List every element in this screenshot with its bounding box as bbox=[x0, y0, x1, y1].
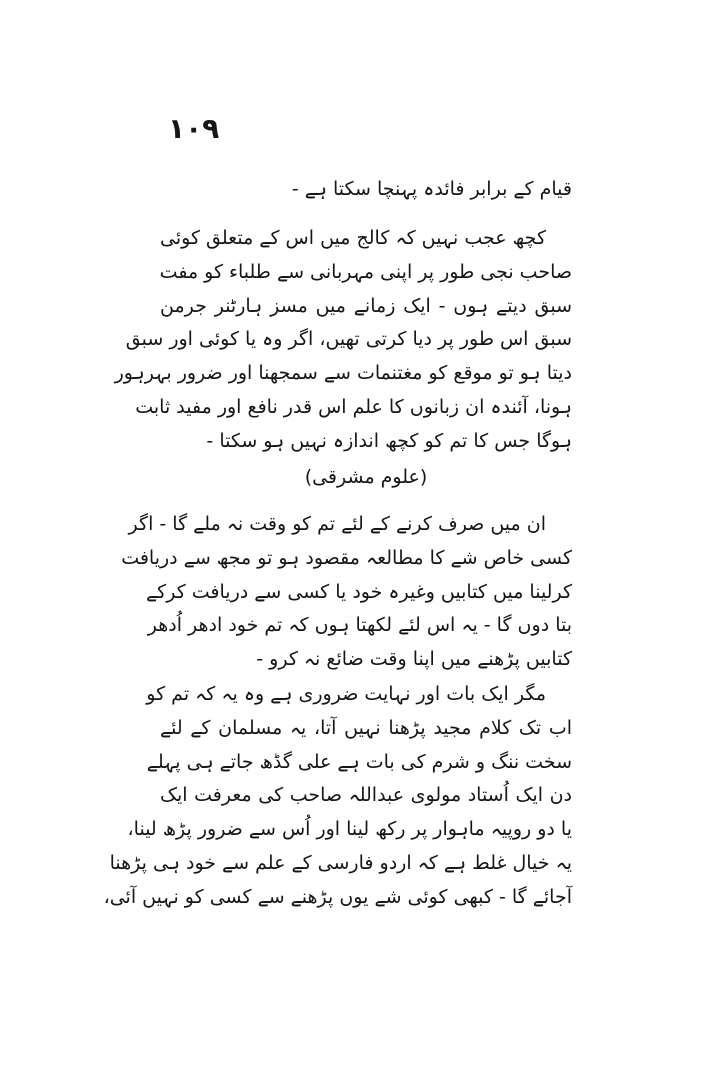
text-line: ہوگا جس کا تم کو کچھ اندازہ نہیں ہو سکتا - bbox=[206, 429, 572, 452]
paragraph bbox=[114, 222, 572, 459]
text-line: کچھ عجب نہیں کہ کالج میں اس کے متعلق کوئی bbox=[160, 227, 546, 249]
text-line: قیام کے برابر فائدہ پہنچا سکتا ہے - bbox=[291, 178, 572, 200]
text-line: ہونا، آئندہ ان زبانوں کا علم اس قدر نافع اور مفید ثابت bbox=[135, 395, 572, 418]
paragraph bbox=[103, 678, 572, 915]
text-line: دن ایک اُستاد مولوی عبداللہ صاحب کی معرفت ایک bbox=[160, 784, 572, 807]
text-line: بتا دوں گا - یہ اس لئے لکھتا ہوں کہ تم خود ادھر اُدھر bbox=[147, 614, 572, 637]
text-line: آجائے گا - کبھی کوئی شے یوں پڑھنے سے کسی کو نہیں آئی، bbox=[103, 885, 572, 908]
text-line: ان میں صرف کرنے کے لئے تم کو وقت نہ ملے گا - اگر bbox=[128, 513, 546, 535]
text-line: کرلینا میں کتابیں وغیرہ خود یا کسی سے دریافت کرکے bbox=[146, 580, 572, 603]
text-line: سخت ننگ و شرم کی بات ہے علی گڈھ جاتے ہی پہلے bbox=[146, 750, 572, 773]
text-line: صاحب نجی طور پر اپنی مہربانی سے طلباء کو مفت bbox=[159, 260, 572, 283]
text-line: سبق دیتے ہوں - ایک زمانے میں مسز ہارٹنر جرمن bbox=[160, 294, 572, 317]
text-line: یا دو روپیہ ماہوار پر رکھ لینا اور اُس سے ضرور پڑھ لینا، bbox=[127, 818, 572, 841]
text-line: مگر ایک بات اور نہایت ضروری ہے وہ یہ کہ تم کو bbox=[146, 683, 546, 705]
paragraph bbox=[121, 508, 572, 677]
text-line: سبق اس طور پر دیا کرتی تھیں، اگر وہ یا کوئی اور سبق bbox=[125, 328, 572, 351]
text-line: دیتا ہو تو موقع کو مغتنمات سے سمجھنا اور ضرور بہرہور bbox=[114, 362, 572, 385]
text-line: اب تک کلام مجید پڑھنا نہیں آتا، یہ مسلمان کے لئے bbox=[160, 716, 572, 739]
section-heading: (علوم مشرقی) bbox=[304, 466, 428, 488]
paragraph-continuation bbox=[160, 173, 572, 207]
text-line: کتابیں پڑھنے میں اپنا وقت ضائع نہ کرو - bbox=[256, 648, 572, 671]
text-line: کسی خاص شے کا مطالعہ مقصود ہو تو مجھ سے دریافت bbox=[121, 546, 572, 569]
text-line: یہ خیال غلط ہے کہ اردو فارسی کے علم سے خود ہی پڑھنا bbox=[109, 851, 572, 874]
page-number: ١٠٩ bbox=[168, 112, 220, 145]
